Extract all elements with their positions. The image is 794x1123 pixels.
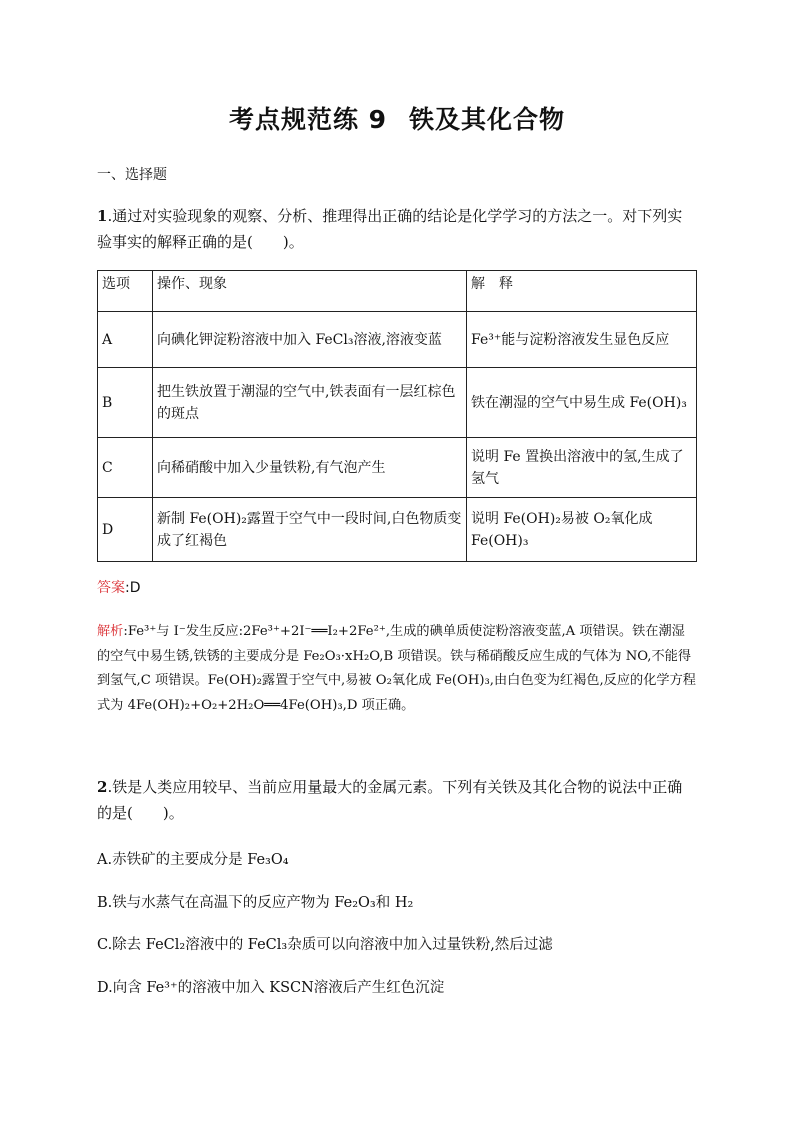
table-row <box>98 498 697 562</box>
row-operation: 新制 Fe(OH)₂露置于空气中一段时间,白色物质变成了红褐色 <box>153 498 467 562</box>
question-2-option-d: D.向含 Fe³⁺的溶液中加入 KSCN溶液后产生红色沉淀 <box>97 980 445 996</box>
title-main: 考点规范练 9 <box>228 105 388 134</box>
row-option: A <box>98 312 153 368</box>
row-option: D <box>98 498 153 562</box>
title-sub: 铁及其化合物 <box>409 105 566 134</box>
row-option: B <box>98 368 153 438</box>
question-2-option-a: A.赤铁矿的主要成分是 Fe₃O₄ <box>97 852 289 868</box>
table-header-row <box>98 271 697 312</box>
answer-value: :D <box>125 580 141 596</box>
question-1-answer <box>97 577 141 597</box>
question-1-number: 1 <box>97 207 108 225</box>
question-1-text: .通过对实验现象的观察、分析、推理得出正确的结论是化学学习的方法之一。对下列实验事实的解释正确的是( )。 <box>97 207 683 251</box>
question-2-stem <box>97 774 697 826</box>
question-1-analysis <box>97 620 697 718</box>
section-heading: 一、选择题 <box>97 167 167 183</box>
question-2-option-c: C.除去 FeCl₂溶液中的 FeCl₃杂质可以向溶液中加入过量铁粉,然后过滤 <box>97 937 553 953</box>
page-title <box>0 100 794 136</box>
analysis-text: :Fe³⁺与 I⁻发生反应:2Fe³⁺+2I⁻══I₂+2Fe²⁺,生成的碘单质使淀粉溶液变蓝,A 项错误。铁在潮湿的空气中易生锈,铁锈的主要成分是 Fe₂O₃·xH₂O,B 项错误。铁与稀硝酸反应生成的气体为 NO,不能得到氢气,C 项错误。Fe(OH)₂露置于空气中,易被 O₂氧化成 Fe(OH)₃,由白色变为红褐色,反应的化学方程式为 4Fe(OH)₂+O₂+2H₂O══4Fe(OH)₃,D 项正确。 <box>97 624 696 713</box>
row-operation: 向碘化钾淀粉溶液中加入 FeCl₃溶液,溶液变蓝 <box>153 312 467 368</box>
row-explanation: 说明 Fe(OH)₂易被 O₂氧化成 Fe(OH)₃ <box>467 498 697 562</box>
table-row <box>98 312 697 368</box>
question-2-option-b: B.铁与水蒸气在高温下的反应产物为 Fe₂O₃和 H₂ <box>97 895 414 911</box>
header-operation: 操作、现象 <box>153 271 467 312</box>
header-explanation: 解 释 <box>467 271 697 312</box>
row-operation: 向稀硝酸中加入少量铁粉,有气泡产生 <box>153 438 467 498</box>
analysis-label: 解析 <box>97 624 124 639</box>
question-1-stem <box>97 203 697 255</box>
row-operation: 把生铁放置于潮湿的空气中,铁表面有一层红棕色的斑点 <box>153 368 467 438</box>
question-2-number: 2 <box>97 778 108 796</box>
question-1-table <box>97 270 697 562</box>
header-option: 选项 <box>98 271 153 312</box>
row-explanation: 铁在潮湿的空气中易生成 Fe(OH)₃ <box>467 368 697 438</box>
row-option: C <box>98 438 153 498</box>
table-row <box>98 438 697 498</box>
table-row <box>98 368 697 438</box>
row-explanation: 说明 Fe 置换出溶液中的氢,生成了氢气 <box>467 438 697 498</box>
question-2-text: .铁是人类应用较早、当前应用量最大的金属元素。下列有关铁及其化合物的说法中正确的是( )。 <box>97 778 683 822</box>
answer-label: 答案 <box>97 580 125 596</box>
row-explanation: Fe³⁺能与淀粉溶液发生显色反应 <box>467 312 697 368</box>
